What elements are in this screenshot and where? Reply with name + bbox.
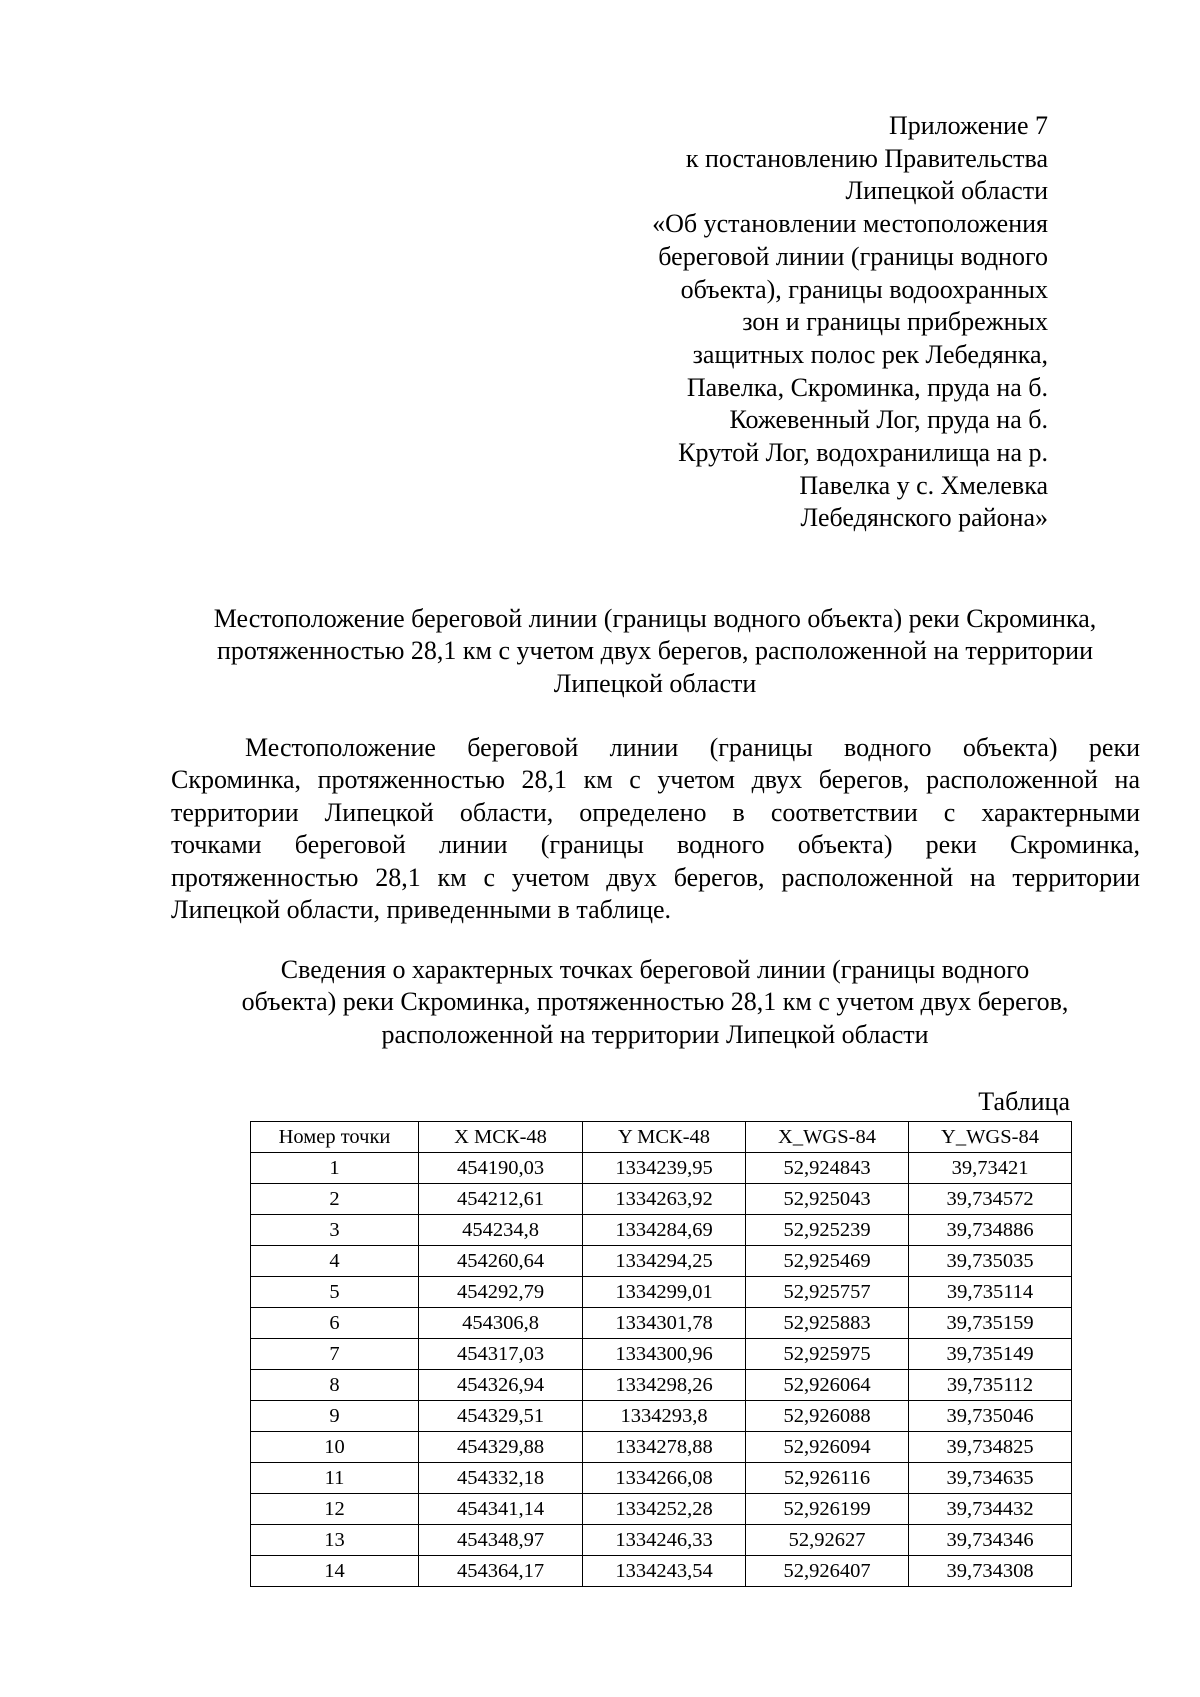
title-line: Липецкой области [553,668,757,698]
table-row [251,1277,1072,1308]
appendix-line: Крутой Лог, водохранилища на р. [678,438,1048,468]
table-heading [170,954,1140,1051]
cell-point-number: 10 [251,1432,419,1463]
cell-point-number: 13 [251,1525,419,1556]
paragraph-line: Местоположение береговой линии (границы водного объекта) реки [245,733,1140,762]
cell-y-msk48: 1334266,08 [583,1463,746,1494]
column-header-y-msk48: Y МСК-48 [583,1122,746,1153]
cell-y-msk48: 1334301,78 [583,1308,746,1339]
paragraph-line: Скроминка, протяженностью 28,1 км с учетом двух берегов, расположенной на [171,765,1140,795]
cell-x-msk48: 454329,51 [419,1401,583,1432]
appendix-line: зон и границы прибрежных [742,307,1048,337]
cell-point-number: 7 [251,1339,419,1370]
cell-point-number: 4 [251,1246,419,1277]
table-header [251,1122,1072,1153]
cell-y-msk48: 1334243,54 [583,1556,746,1587]
appendix-line: Кожевенный Лог, пруда на б. [729,405,1048,435]
title-line: протяженностью 28,1 км с учетом двух берегов, расположенной на территории [217,636,1093,666]
cell-point-number: 1 [251,1153,419,1184]
cell-x-wgs84: 52,926094 [746,1432,909,1463]
appendix-line: Павелка у с. Хмелевка [799,470,1048,500]
cell-y-wgs84: 39,734346 [909,1525,1072,1556]
table-row [251,1525,1072,1556]
appendix-line: объекта), границы водоохранных [680,274,1048,304]
table-row [251,1370,1072,1401]
appendix-line: береговой линии (границы водного [658,241,1048,271]
title-line: Местоположение береговой линии (границы водного объекта) реки Скроминка, [213,604,1097,633]
cell-y-wgs84: 39,735114 [909,1277,1072,1308]
cell-x-msk48: 454292,79 [419,1277,583,1308]
document-title [170,603,1140,700]
cell-point-number: 14 [251,1556,419,1587]
table-heading-line: объекта) реки Скроминка, протяженностью 28,1 км с учетом двух берегов, [241,987,1069,1017]
appendix-line: Липецкой области [845,176,1048,206]
cell-x-msk48: 454364,17 [419,1556,583,1587]
cell-y-wgs84: 39,73421 [909,1153,1072,1184]
cell-y-msk48: 1334300,96 [583,1339,746,1370]
column-header-x-wgs84: X_WGS-84 [746,1122,909,1153]
cell-x-wgs84: 52,926064 [746,1370,909,1401]
table-row [251,1184,1072,1215]
table-body [251,1153,1072,1587]
cell-y-msk48: 1334299,01 [583,1277,746,1308]
appendix-line: Лебедянского района» [800,503,1048,533]
cell-x-wgs84: 52,926088 [746,1401,909,1432]
cell-x-wgs84: 52,925239 [746,1215,909,1246]
appendix-header [528,110,1048,535]
cell-y-msk48: 1334293,8 [583,1401,746,1432]
paragraph-line: протяженностью 28,1 км с учетом двух берегов, расположенной на территории [171,862,1140,892]
cell-point-number: 2 [251,1184,419,1215]
cell-y-wgs84: 39,735112 [909,1370,1072,1401]
column-header-y-wgs84: Y_WGS-84 [909,1122,1072,1153]
cell-x-wgs84: 52,925975 [746,1339,909,1370]
table-row [251,1339,1072,1370]
table-header-row [251,1122,1072,1153]
cell-point-number: 5 [251,1277,419,1308]
cell-x-msk48: 454190,03 [419,1153,583,1184]
cell-y-wgs84: 39,734635 [909,1463,1072,1494]
table-row [251,1463,1072,1494]
appendix-line: защитных полос рек Лебедянка, [692,339,1048,369]
table-row [251,1246,1072,1277]
cell-y-msk48: 1334278,88 [583,1432,746,1463]
cell-x-wgs84: 52,925883 [746,1308,909,1339]
cell-x-msk48: 454348,97 [419,1525,583,1556]
appendix-line: к постановлению Правительства [685,143,1048,173]
cell-y-wgs84: 39,734572 [909,1184,1072,1215]
table-row [251,1401,1072,1432]
cell-x-msk48: 454260,64 [419,1246,583,1277]
table-heading-line: расположенной на территории Липецкой области [381,1019,929,1049]
cell-x-msk48: 454332,18 [419,1463,583,1494]
table-row [251,1432,1072,1463]
cell-y-msk48: 1334239,95 [583,1153,746,1184]
cell-point-number: 11 [251,1463,419,1494]
cell-y-msk48: 1334294,25 [583,1246,746,1277]
cell-x-msk48: 454234,8 [419,1215,583,1246]
table-caption: Таблица [978,1087,1070,1116]
cell-x-wgs84: 52,926199 [746,1494,909,1525]
table-row [251,1308,1072,1339]
paragraph-line: территории Липецкой области, определено в соответствии с характерными [171,797,1140,827]
coordinates-table [250,1121,1072,1587]
cell-x-wgs84: 52,925043 [746,1184,909,1215]
cell-x-msk48: 454212,61 [419,1184,583,1215]
cell-y-wgs84: 39,734825 [909,1432,1072,1463]
cell-x-msk48: 454329,88 [419,1432,583,1463]
cell-x-wgs84: 52,926407 [746,1556,909,1587]
paragraph-line: точками береговой линии (границы водного объекта) реки Скроминка, [171,830,1140,860]
cell-point-number: 8 [251,1370,419,1401]
cell-y-msk48: 1334252,28 [583,1494,746,1525]
body-paragraph [171,732,1140,926]
appendix-line: Павелка, Скроминка, пруда на б. [686,372,1048,402]
cell-point-number: 9 [251,1401,419,1432]
cell-y-msk48: 1334284,69 [583,1215,746,1246]
cell-x-wgs84: 52,925469 [746,1246,909,1277]
cell-x-msk48: 454326,94 [419,1370,583,1401]
appendix-line: Приложение 7 [888,111,1048,140]
cell-point-number: 6 [251,1308,419,1339]
table-row [251,1556,1072,1587]
cell-point-number: 12 [251,1494,419,1525]
table-row [251,1215,1072,1246]
cell-x-msk48: 454306,8 [419,1308,583,1339]
column-header-x-msk48: X МСК-48 [419,1122,583,1153]
cell-x-msk48: 454341,14 [419,1494,583,1525]
cell-y-msk48: 1334263,92 [583,1184,746,1215]
cell-y-wgs84: 39,735035 [909,1246,1072,1277]
cell-y-wgs84: 39,734308 [909,1556,1072,1587]
cell-x-msk48: 454317,03 [419,1339,583,1370]
paragraph-line: Липецкой области, приведенными в таблице. [171,895,672,925]
cell-point-number: 3 [251,1215,419,1246]
cell-x-wgs84: 52,925757 [746,1277,909,1308]
cell-y-msk48: 1334298,26 [583,1370,746,1401]
cell-y-msk48: 1334246,33 [583,1525,746,1556]
cell-x-wgs84: 52,92627 [746,1525,909,1556]
cell-x-wgs84: 52,926116 [746,1463,909,1494]
appendix-line: «Об установлении местоположения [652,209,1048,239]
cell-y-wgs84: 39,735159 [909,1308,1072,1339]
cell-x-wgs84: 52,924843 [746,1153,909,1184]
cell-y-wgs84: 39,735046 [909,1401,1072,1432]
table-row [251,1494,1072,1525]
column-header-point-number: Номер точки [251,1122,419,1153]
cell-y-wgs84: 39,735149 [909,1339,1072,1370]
table-heading-line: Сведения о характерных точках береговой линии (границы водного [280,955,1030,984]
cell-y-wgs84: 39,734432 [909,1494,1072,1525]
cell-y-wgs84: 39,734886 [909,1215,1072,1246]
table-row [251,1153,1072,1184]
